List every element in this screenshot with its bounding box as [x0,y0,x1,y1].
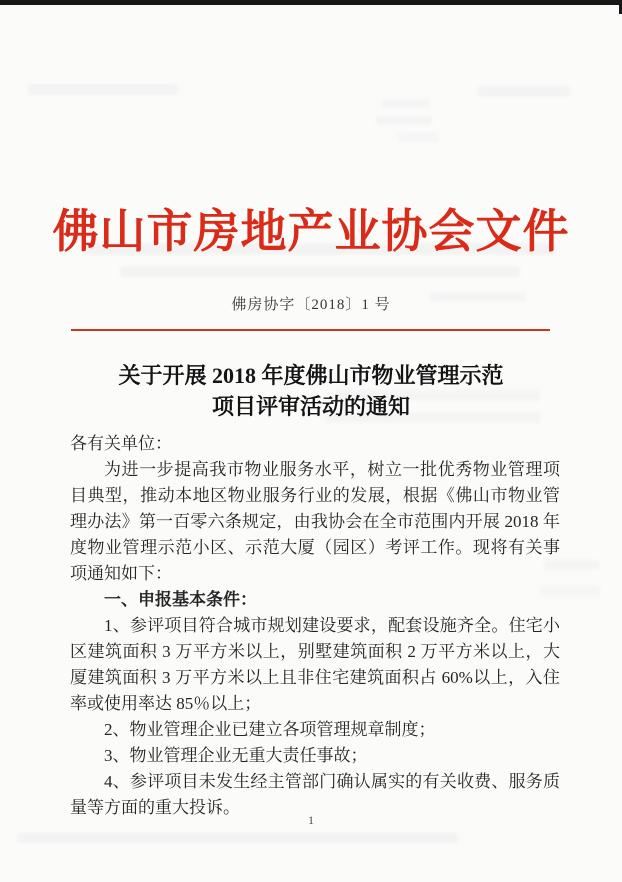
condition-item-2: 2、物业管理企业已建立各项管理规章制度； [104,720,436,739]
salutation: 各有关单位： [70,434,172,453]
bleedthrough-artifact [398,133,438,142]
notice-body [70,431,560,821]
notice-title-line2: 项目评审活动的通知 [211,394,410,419]
notice-title [0,360,622,422]
page-number: 1 [308,813,314,827]
bleedthrough-artifact [382,99,430,108]
condition-item-4: 4、参评项目未发生经主管部门确认属实的有关收费、服务质量等方面的重大投诉。 [70,772,560,817]
intro-paragraph: 为进一步提高我市物业服务水平，树立一批优秀物业管理项目典型，推动本地区物业服务行业的发展，根据《佛山市物业管理办法》第一百零六条规定，由我协会在全市范围内开展 2018 年度物业管理示范小区、示范大厦（园区）考评工作。现将有关事项通知如下： [70,460,560,583]
notice-title-line1: 关于开展 2018 年度佛山市物业管理示范 [118,363,504,388]
scan-edge-top [0,0,622,5]
section1-heading: 一、申报基本条件： [104,590,257,609]
red-divider-line [71,329,550,331]
org-letterhead-title: 佛山市房地产业协会文件 [52,205,570,257]
condition-item-3: 3、物业管理企业无重大责任事故； [104,746,368,765]
condition-item-1: 1、参评项目符合城市规划建设要求，配套设施齐全。住宅小区建筑面积 3 万平方米以上，别墅建筑面积 2 万平方米以上，大厦建筑面积 3 万平方米以上且非住宅建筑面积占 60%以上，入住率或使用率达 85％以上； [70,616,560,713]
bleedthrough-artifact [28,84,178,95]
bleedthrough-artifact [376,116,432,125]
bleedthrough-artifact [18,833,458,843]
doc-reference-number: 佛房协字〔2018〕1 号 [231,297,391,313]
bleedthrough-artifact [478,86,570,97]
